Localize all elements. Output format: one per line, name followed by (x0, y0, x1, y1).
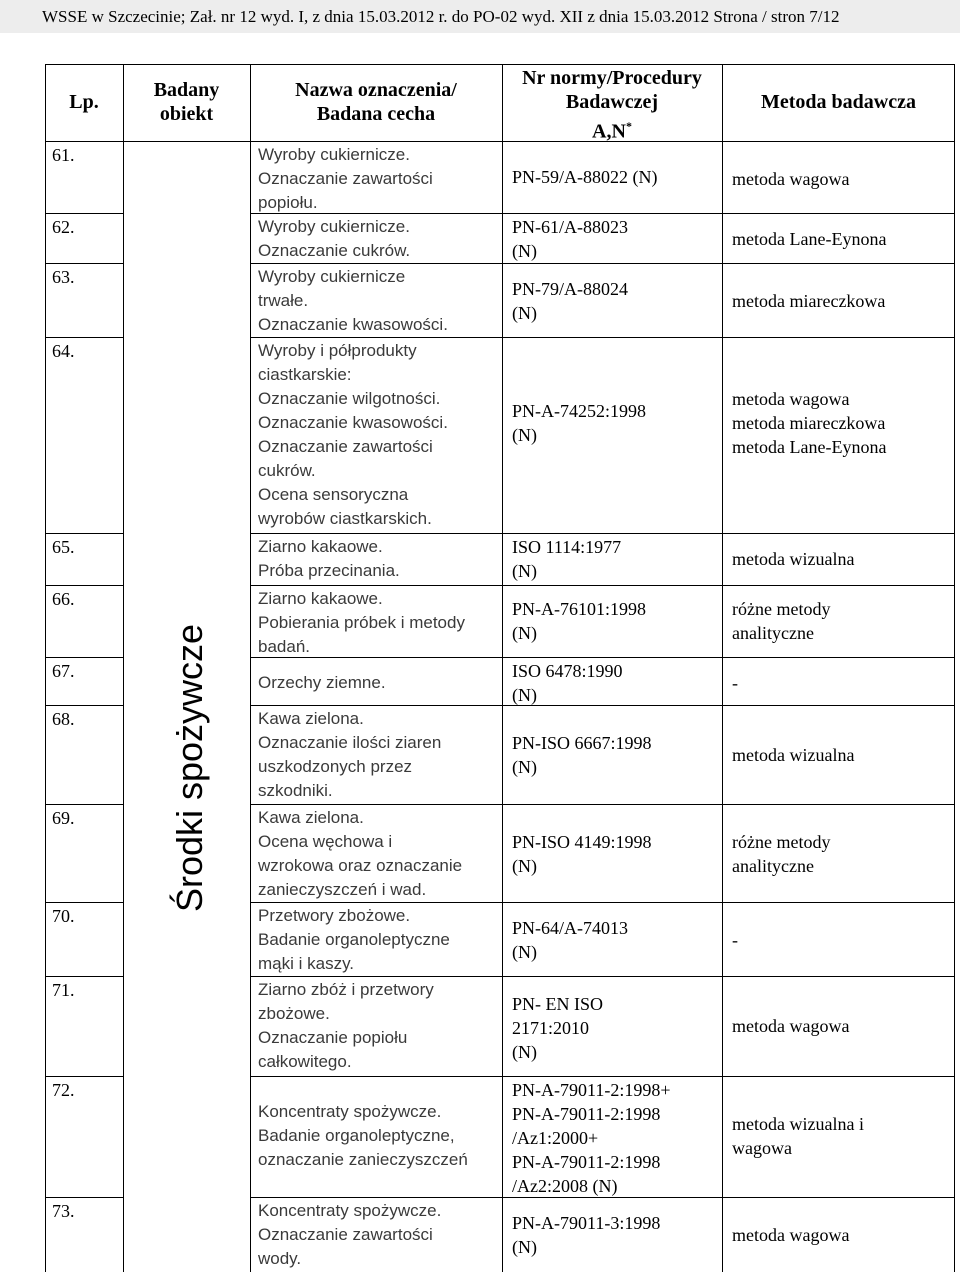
name-line: Orzechy ziemne. (258, 673, 386, 692)
norm-cell (512, 165, 718, 189)
name-line: badań. (258, 637, 310, 656)
norm-line: /Az2:2008 (N) (512, 1176, 618, 1196)
norm-cell (512, 659, 718, 707)
name-line: Oznaczanie ilości ziaren (258, 733, 442, 752)
row-divider (45, 804, 123, 805)
name-line: Oznaczanie wilgotności. (258, 389, 441, 408)
header-line (502, 114, 722, 144)
norm-line: (N) (512, 1237, 537, 1257)
row-number: 62. (52, 217, 75, 237)
norm-line: PN-A-74252:1998 (512, 401, 646, 421)
name-cell (258, 707, 498, 803)
method-cell (732, 547, 952, 571)
name-line: zanieczyszczeń i wad. (258, 880, 427, 899)
norm-cell (512, 277, 718, 325)
norm-cell (512, 992, 718, 1064)
row-number: 61. (52, 145, 75, 165)
method-cell (732, 1112, 952, 1160)
name-cell (258, 806, 498, 902)
method-line: metoda wizualna i (732, 1114, 864, 1134)
norm-cell (512, 1078, 718, 1198)
name-line: Oznaczanie cukrów. (258, 241, 411, 260)
method-cell (732, 671, 952, 695)
row-number: 66. (52, 589, 75, 609)
name-line: uszkodzonych przez (258, 757, 413, 776)
norm-line: (N) (512, 561, 537, 581)
column-divider (722, 64, 723, 1272)
name-line: Oznaczanie popiołu (258, 1028, 408, 1047)
row-divider (250, 902, 955, 903)
norm-line: PN-A-79011-2:1998 (512, 1104, 661, 1124)
method-cell (732, 1223, 952, 1247)
name-cell (258, 215, 498, 263)
norm-line: PN-ISO 6667:1998 (512, 733, 652, 753)
name-line: Wyroby i półprodukty (258, 341, 417, 360)
header-line: Badawczej (565, 91, 659, 113)
norm-line: 2171:2010 (512, 1018, 590, 1038)
name-line: Wyroby cukiernicze. (258, 145, 410, 164)
name-line: Próba przecinania. (258, 561, 400, 580)
row-divider (45, 585, 123, 586)
norm-cell (512, 916, 718, 964)
method-cell (732, 928, 952, 952)
norm-cell (512, 731, 718, 779)
norm-line: (N) (512, 623, 537, 643)
row-divider (250, 263, 955, 264)
norm-line: ISO 6478:1990 (512, 661, 623, 681)
method-line: analityczne (732, 856, 814, 876)
norm-line: PN-A-76101:1998 (512, 599, 646, 619)
name-line: Oznaczanie kwasowości. (258, 413, 448, 432)
name-line: Oznaczanie zawartości (258, 1225, 433, 1244)
method-line: - (732, 930, 738, 950)
row-divider (45, 337, 123, 338)
name-line: zbożowe. (258, 1004, 330, 1023)
norm-line: (N) (512, 1042, 537, 1062)
name-line: szkodniki. (258, 781, 333, 800)
column-header-method: Metoda badawcza (761, 91, 916, 113)
row-divider (250, 976, 955, 977)
name-cell (258, 671, 498, 695)
header-line: obiekt (159, 103, 214, 125)
name-line: Ocena sensoryczna (258, 485, 409, 504)
method-line: metoda Lane-Eynona (732, 229, 887, 249)
page-header: WSSE w Szczecinie; Zał. nr 12 wyd. I, z dnia 15.03.2012 r. do PO-02 wyd. XII z dnia 15.03.2012 Strona / stron 7/12 (0, 0, 960, 33)
row-divider (45, 141, 955, 142)
row-number: 71. (52, 980, 75, 1000)
method-line: różne metody (732, 599, 831, 619)
row-divider (45, 705, 123, 706)
row-number: 68. (52, 709, 75, 729)
name-cell (258, 339, 498, 531)
name-line: Oznaczanie kwasowości. (258, 315, 448, 334)
method-line: metoda wagowa (732, 169, 850, 189)
name-line: Kawa zielona. (258, 709, 364, 728)
method-line: analityczne (732, 623, 814, 643)
row-divider (45, 533, 123, 534)
name-line: Oznaczanie zawartości (258, 437, 433, 456)
row-divider (45, 213, 123, 214)
name-cell (258, 143, 498, 215)
norm-line: (N) (512, 241, 537, 261)
method-cell (732, 167, 952, 191)
object-category-label: Środki spożywcze (169, 623, 210, 913)
name-cell (258, 978, 498, 1074)
method-line: metoda wizualna (732, 549, 855, 569)
header-line-part: A,N (592, 120, 626, 143)
norm-line: (N) (512, 942, 537, 962)
column-divider (502, 64, 503, 1272)
row-divider (250, 804, 955, 805)
row-divider (45, 657, 123, 658)
method-cell (732, 1014, 952, 1038)
norm-cell (512, 830, 718, 878)
name-line: popiołu. (258, 193, 318, 212)
name-cell (258, 1100, 498, 1172)
name-line: Ziarno kakaowe. (258, 589, 383, 608)
norm-line: (N) (512, 425, 537, 445)
row-divider (45, 1076, 123, 1077)
norm-cell (512, 535, 718, 583)
name-line: Badanie organoleptyczne (258, 930, 450, 949)
name-cell (258, 535, 498, 583)
name-line: Koncentraty spożywcze. (258, 1102, 442, 1121)
norm-cell (512, 215, 718, 263)
row-number: 65. (52, 537, 75, 557)
name-line: Badanie organoleptyczne, (258, 1126, 455, 1145)
method-line: metoda wagowa (732, 389, 850, 409)
norm-line: PN-A-79011-2:1998+ (512, 1080, 671, 1100)
name-cell (258, 265, 498, 337)
column-header-lp: Lp. (69, 91, 99, 113)
name-line: Pobierania próbek i metody (258, 613, 465, 632)
name-line: wody. (258, 1249, 302, 1268)
footnote-mark: * (625, 119, 632, 133)
name-line: wyrobów ciastkarskich. (258, 509, 432, 528)
column-divider (123, 64, 124, 1272)
norm-line: PN-64/A-74013 (512, 918, 628, 938)
method-line: metoda wizualna (732, 745, 855, 765)
name-line: Wyroby cukiernicze (258, 267, 406, 286)
norm-line: (N) (512, 757, 537, 777)
norm-line: /Az1:2000+ (512, 1128, 599, 1148)
method-cell (732, 289, 952, 313)
name-line: cukrów. (258, 461, 316, 480)
name-line: ciastkarskie: (258, 365, 352, 384)
method-line: metoda wagowa (732, 1016, 850, 1036)
header-line: Nazwa oznaczenia/ (295, 79, 457, 101)
column-divider (250, 64, 251, 1272)
norm-cell (512, 1211, 718, 1259)
norm-line: (N) (512, 685, 537, 705)
header-line: Nr normy/Procedury (522, 67, 702, 89)
name-line: Koncentraty spożywcze. (258, 1201, 442, 1220)
method-line: różne metody (732, 832, 831, 852)
row-number: 72. (52, 1080, 75, 1100)
column-header-norm (502, 66, 722, 144)
method-line: wagowa (732, 1138, 792, 1158)
name-cell (258, 904, 498, 976)
row-divider (45, 263, 123, 264)
row-divider (45, 976, 123, 977)
norm-cell (512, 597, 718, 645)
method-line: metoda miareczkowa (732, 291, 886, 311)
name-cell (258, 587, 498, 659)
header-line: Badana cecha (316, 103, 436, 125)
norm-cell (512, 399, 718, 447)
row-divider (250, 585, 955, 586)
name-line: Ziarno kakaowe. (258, 537, 383, 556)
name-line: mąki i kaszy. (258, 954, 355, 973)
row-number: 67. (52, 661, 75, 681)
method-line: - (732, 673, 738, 693)
row-number: 64. (52, 341, 75, 361)
norm-line: PN-A-79011-3:1998 (512, 1213, 661, 1233)
header-line: Badany (153, 79, 220, 101)
norm-line: (N) (512, 856, 537, 876)
method-cell (732, 830, 952, 878)
name-line: Ocena węchowa i (258, 832, 393, 851)
row-number: 63. (52, 267, 75, 287)
name-line: Przetwory zbożowe. (258, 906, 411, 925)
name-line: całkowitego. (258, 1052, 352, 1071)
name-cell (258, 1199, 498, 1271)
name-line: Kawa zielona. (258, 808, 364, 827)
name-line: Ziarno zbóż i przetwory (258, 980, 434, 999)
method-cell (732, 387, 952, 459)
method-cell (732, 597, 952, 645)
name-line: trwałe. (258, 291, 309, 310)
column-header-name (250, 78, 502, 126)
row-number: 73. (52, 1201, 75, 1221)
method-cell (732, 227, 952, 251)
norm-line: PN-59/A-88022 (N) (512, 167, 658, 187)
row-divider (250, 533, 955, 534)
row-number: 70. (52, 906, 75, 926)
norm-line: PN- EN ISO (512, 994, 604, 1014)
name-line: Oznaczanie zawartości (258, 169, 433, 188)
method-cell (732, 743, 952, 767)
name-line: oznaczanie zanieczyszczeń (258, 1150, 468, 1169)
row-number: 69. (52, 808, 75, 828)
norm-line: PN-61/A-88023 (512, 217, 628, 237)
column-header-object (123, 78, 250, 126)
row-divider (250, 337, 955, 338)
norm-line: ISO 1114:1977 (512, 537, 622, 557)
row-divider (45, 1197, 123, 1198)
norm-line: PN-79/A-88024 (512, 279, 628, 299)
method-line: metoda wagowa (732, 1225, 850, 1245)
norm-line: PN-ISO 4149:1998 (512, 832, 652, 852)
norm-line: PN-A-79011-2:1998 (512, 1152, 661, 1172)
norm-line: (N) (512, 303, 537, 323)
row-divider (250, 1076, 955, 1077)
method-line: metoda miareczkowa (732, 413, 886, 433)
row-divider (45, 902, 123, 903)
name-line: wzrokowa oraz oznaczanie (258, 856, 463, 875)
method-line: metoda Lane-Eynona (732, 437, 887, 457)
name-line: Wyroby cukiernicze. (258, 217, 410, 236)
